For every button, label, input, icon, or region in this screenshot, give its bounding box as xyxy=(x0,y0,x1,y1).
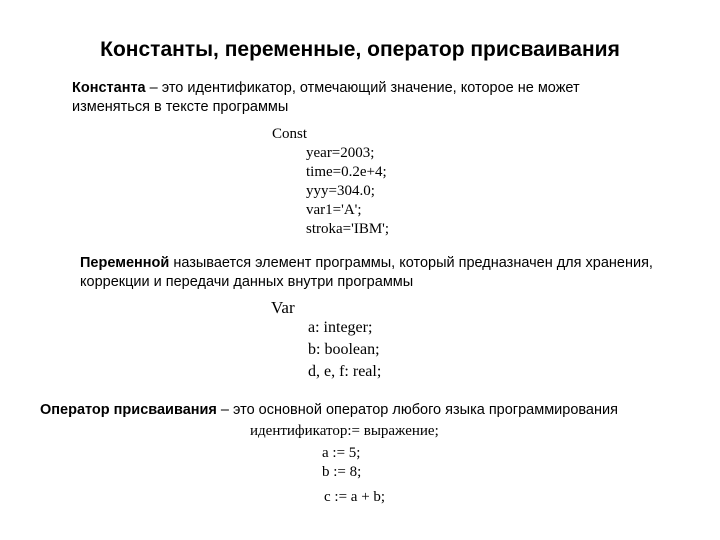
const-keyword: Const xyxy=(272,126,308,142)
var-code-block xyxy=(271,298,381,383)
constant-definition xyxy=(72,79,652,117)
const-line-4: var1='A'; xyxy=(306,202,362,218)
assign-line-1: a := 5; xyxy=(322,445,361,461)
assign-line-3: c := a + b; xyxy=(324,489,386,505)
assign-term: Оператор присваивания xyxy=(40,402,217,418)
const-line-2: time=0.2e+4; xyxy=(306,164,387,180)
constant-text: – это идентификатор, отмечающий значение, которое не может изменяться в тексте программы xyxy=(72,80,580,115)
var-line-3: d, e, f: real; xyxy=(308,363,382,380)
assign-definition xyxy=(40,401,710,420)
variable-definition xyxy=(80,254,660,292)
slide-title: Константы, переменные, оператор присваивания xyxy=(100,38,620,61)
const-line-1: year=2003; xyxy=(306,145,375,161)
const-line-5: stroka='IBM'; xyxy=(306,221,390,237)
assign-text: – это основной оператор любого языка программирования xyxy=(216,402,618,418)
variable-term: Переменной xyxy=(80,255,170,271)
variable-text: называется элемент программы, который предназначен для хранения, коррекции и передачи данных внутри программы xyxy=(80,255,653,290)
assign-line-2: b := 8; xyxy=(322,464,362,480)
const-line-3: yyy=304.0; xyxy=(306,183,375,199)
var-line-2: b: boolean; xyxy=(308,341,380,358)
assign-code-block xyxy=(250,422,439,507)
assign-syntax: идентификатор:= выражение; xyxy=(250,423,439,439)
var-keyword: Var xyxy=(271,298,295,317)
const-code-block xyxy=(272,125,389,239)
var-line-1: a: integer; xyxy=(308,319,373,336)
constant-term: Константа xyxy=(72,80,146,96)
